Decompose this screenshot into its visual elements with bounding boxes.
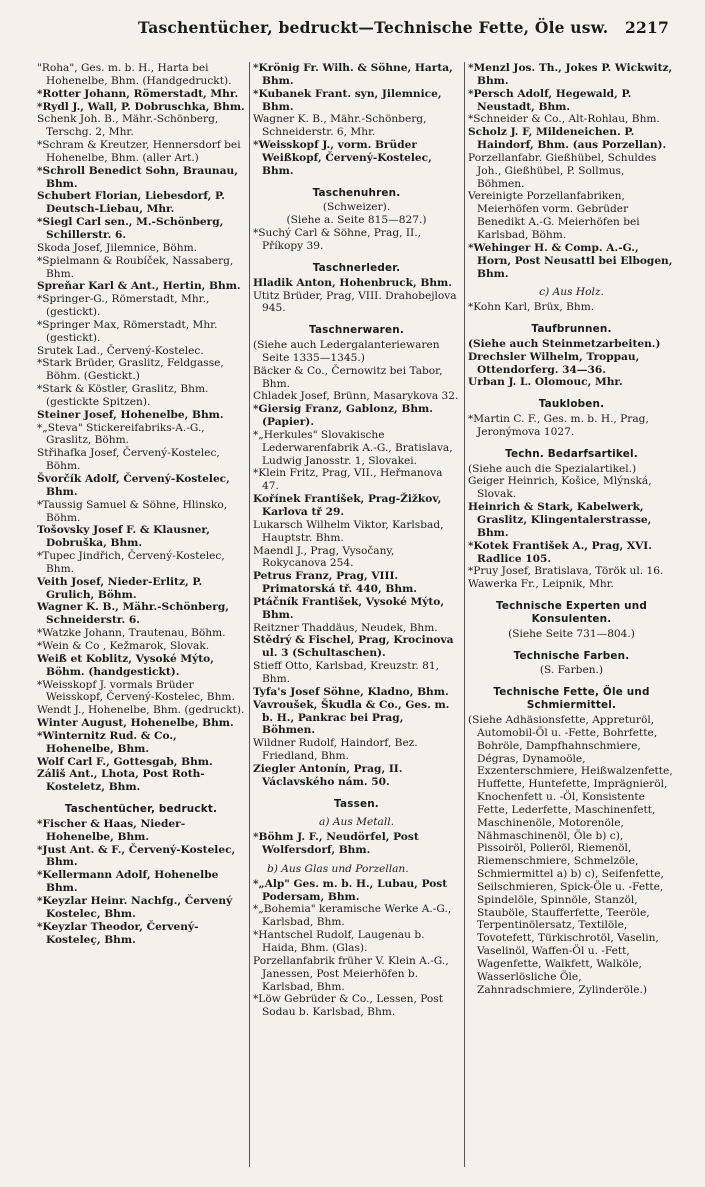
directory-entry: *Wein & Co , Kežmarok, Slovak. <box>37 639 210 652</box>
directory-entry: Geiger Heinrich, Košice, Mlýnská, Slovak. <box>468 475 652 501</box>
subsection-heading: b) Aus Glas und Porzellan. <box>267 862 409 875</box>
subsection-heading: a) Aus Metall. <box>319 816 394 829</box>
directory-entry: *Siegl Carl sen., M.-Schönberg, Schillerstr. 6. <box>37 216 224 241</box>
directory-entry: *Pruy Josef, Bratislava, Török ul. 16. <box>468 565 664 578</box>
directory-entry: Chladek Josef, Brünn, Masarykova 32. <box>253 390 459 403</box>
directory-entry: Schubert Florian, Liebesdorf, P. Deutsch-Liebau, Mhr. <box>37 190 225 216</box>
directory-entry: Wagner K. B., Mähr.-Schönberg, Schneiderstr. 6, Mhr. <box>253 113 427 139</box>
directory-entry: Ptáčník František, Vysoké Mýto, Bhm. <box>253 595 445 621</box>
cross-reference: (Schweizer). <box>322 201 391 214</box>
directory-entry: Vavroušek, Škudla & Co., Ges. m. b. H., Pankrac bei Prag, Böhmen. <box>253 698 450 737</box>
directory-entry: (Siehe auch Ledergalanteriewaren Seite 1335—1345.) <box>253 339 440 364</box>
section-heading: Taschenuhren. <box>312 186 401 199</box>
directory-entry: Porzellanfabr. Gießhübel, Schuldes Joh., Gießhübel, P. Sollmus, Böhmen. <box>468 151 657 190</box>
directory-entry: *Wehinger H. & Comp. A.-G., Horn, Post Neusattl bei Elbogen, Bhm. <box>468 241 673 280</box>
column-2 <box>249 62 464 1167</box>
directory-entry: *Stark Brüder, Graslitz, Feldgasse, Böhm. (Gestickt.) <box>37 357 224 383</box>
section-heading: Technische Farben. <box>513 649 630 662</box>
cross-reference: (Siehe Seite 731—804.) <box>508 627 635 640</box>
directory-entry: Reitzner Thaddäus, Neudek, Bhm. <box>253 621 438 634</box>
directory-entry: Urban J. L. Olomouc, Mhr. <box>468 376 623 389</box>
directory-entry: Weiß et Koblitz, Vysoké Mýto, Böhm. (handgestickt). <box>37 652 214 678</box>
section-heading: Tassen. <box>334 797 379 810</box>
cross-reference: (S. Farben.) <box>539 664 604 677</box>
directory-entry: *Winternitz Rud. & Co., Hohenelbe, Bhm. <box>37 729 177 755</box>
directory-entry: *„Bohemia" keramische Werke A.-G., Karlsbad, Bhm. <box>253 903 452 929</box>
section-heading: Taschentücher, bedruckt. <box>64 803 218 816</box>
directory-entry: Střihafka Josef, Červený-Kostelec, Böhm. <box>37 447 220 473</box>
directory-entry: Srutek Lad., Červený-Kostelec. <box>37 344 204 357</box>
directory-entry: Utitz Brüder, Prag, VIII. Drahobejlova 945. <box>253 289 457 315</box>
directory-entry: *Menzl Jos. Th., Jokes P. Wickwitz, Bhm. <box>468 62 673 87</box>
column-1 <box>34 62 249 1167</box>
directory-entry: Bäcker & Co., Černowitz bei Tabor, Bhm. <box>253 364 443 390</box>
directory-entry: *Weisskopf J. vormals Brüder Weisskopf, Červený-Kostelec, Bhm. <box>37 678 235 704</box>
section-heading: Taukloben. <box>538 398 605 411</box>
directory-entry: *Kotek František A., Prag, XVI. Radlice 105. <box>468 539 652 565</box>
section-heading: Taschnerwaren. <box>309 324 404 337</box>
directory-entry: *Klein Fritz, Prag, VII., Heřmanova 47. <box>253 467 443 493</box>
directory-entry: *Watzke Johann, Trautenau, Böhm. <box>37 627 226 640</box>
directory-entry: Tyfa's Josef Söhne, Kladno, Bhm. <box>253 685 449 698</box>
directory-entry: *„Steva" Stickereifabriks-A.-G., Graslitz, Böhm. <box>37 421 205 447</box>
subsection-heading: c) Aus Holz. <box>539 286 604 299</box>
directory-entry: *Martin C. F., Ges. m. b. H., Prag, Jeronýmova 1027. <box>468 413 649 438</box>
directory-entry: *Böhm J. F., Neudörfel, Post Wolfersdorf, Bhm. <box>253 831 419 857</box>
directory-entry: *Keyzlar Heinr. Nachfg., Červený Kostelec, Bhm. <box>37 895 233 920</box>
directory-entry: *Just Ant. & F., Červený-Kostelec, Bhm. <box>37 843 236 869</box>
directory-entry: Scholz J. F, Mildeneichen. P. Haindorf, Bhm. (aus Porzellan). <box>468 126 667 152</box>
section-heading: Taschnerleder. <box>312 261 401 274</box>
section-heading: Taufbrunnen. <box>531 323 612 336</box>
columns <box>34 62 680 1167</box>
directory-entry: Stieff Otto, Karlsbad, Kreuzstr. 81, Bhm. <box>253 660 439 685</box>
directory-entry: Záliš Ant., Lhota, Post Roth-Kosteletz, Bhm. <box>37 768 205 794</box>
directory-entry: *Kohn Karl, Brüx, Bhm. <box>468 301 595 314</box>
directory-entry: *Suchý Carl & Söhne, Prag, II., Příkopy 39. <box>253 227 421 252</box>
directory-entry: *Hantschel Rudolf, Laugenau b. Haida, Bhm. (Glas). <box>253 929 425 954</box>
directory-entry: Schenk Joh. B., Mähr.-Schönberg, Terschg. 2, Mhr. <box>37 113 219 139</box>
directory-entry: Porzellanfabrik früher V. Klein A.-G., Janessen, Post Meierhöfen b. Karlsbad, Bhm. <box>253 954 449 993</box>
directory-entry: *Tupec Jindřich, Červený-Kostelec, Bhm. <box>37 550 225 575</box>
directory-entry: *Springer-G., Römerstadt, Mhr., (gestickt). <box>37 293 210 319</box>
directory-entry: *Fischer & Haas, Nieder-Hohenelbe, Bhm. <box>37 817 186 843</box>
directory-entry: Wendt J., Hohenelbe, Bhm. (gedruckt). <box>37 704 245 717</box>
directory-entry: (Siehe auch die Spezialartikel.) <box>468 462 637 475</box>
directory-entry: Heinrich & Stark, Kabelwerk, Graslitz, Klingentalerstrasse, Bhm. <box>468 501 652 539</box>
column-3 <box>464 62 679 1167</box>
directory-entry: *Springer Max, Römerstadt, Mhr. (gestickt). <box>37 318 218 344</box>
directory-entry: *Löw Gebrüder & Co., Lessen, Post Sodau b. Karlsbad, Bhm. <box>253 993 443 1019</box>
directory-entry: *„Herkules" Slovakische Lederwarenfabrik A.-G., Bratislava, Ludwig Janosstr. 1, Slovakei. <box>253 428 453 467</box>
directory-entry: Wildner Rudolf, Haindorf, Bez. Friedland, Bhm. <box>253 737 418 763</box>
section-heading: Technische Fette, Öle und Schmiermittel. <box>493 686 650 712</box>
directory-entry: *Giersig Franz, Gablonz, Bhm. (Papier). <box>253 403 433 429</box>
directory-entry: *Kellermann Adolf, Hohenelbe Bhm. <box>37 869 219 895</box>
directory-entry: *Rydl J., Wall, P. Dobruschka, Bhm. <box>37 100 245 113</box>
directory-entry: *Schroll Benedict Sohn, Braunau, Bhm. <box>37 164 238 190</box>
directory-entry: *Krönig Fr. Wilh. & Söhne, Harta, Bhm. <box>253 62 453 87</box>
directory-entry: *„Alp" Ges. m. b. H., Lubau, Post Podersam, Bhm. <box>253 877 448 903</box>
directory-entry: Stědrý & Fischel, Prag, Krocinova ul. 3 (Schultaschen). <box>253 634 454 660</box>
directory-entry: *Persch Adolf, Hegewald, P. Neustadt, Bhm. <box>468 87 632 113</box>
directory-entry: *Kubanek Frant. syn, Jilemnice, Bhm. <box>253 87 442 113</box>
directory-entry: (Siehe auch Steinmetzarbeiten.) <box>468 337 661 350</box>
directory-entry: (Siehe Adhäsionsfette, Appreturöl, Automobil-Öl u. -Fette, Bohrfette, Bohröle, Dampfhahnschmiere, Dégras, Dynamoöle, Exzenterschmiere, Heißwalzenfette, Huffette, Huntefette, Imprägnieröl, Knochenfett u. -Öl, Konsistente Fette, Lederfette, Maschinenfett, Maschinenöle, Motorenöle, Nähmaschinenöl, Öle b) c), Pissoiröl, Polieröl, Riemenöl, Riemenschmiere, Schmelzöle, Schmiermittel a) b) c), Seifenfette, Seilschmieren, Spick-Öle u. -Fette, Spindelöle, Spinnöle, Stanzöl, Stauböle, Staufferfette, Teeröle, Terpentinölersatz, Textilöle, Tovotefett, Türkischrotöl, Vaselin, Vaselinöl, Waffen-Öl u. -Fett, Wagenfette, Walkfett, Walköle, Wasserlösliche Öle, Zahnradschmiere, Zylinderöle.) <box>468 713 673 996</box>
directory-entry: Drechsler Wilhelm, Troppau, Ottendorferg. 34—36. <box>468 350 640 376</box>
directory-entry: *Stark & Köstler, Graslitz, Bhm. (gestickte Spitzen). <box>37 383 209 408</box>
directory-entry: Skoda Josef, Jilemnice, Böhm. <box>37 241 198 254</box>
directory-entry: Wagner K. B., Mähr.-Schönberg, Schneiderstr. 6. <box>37 601 229 627</box>
directory-entry: Wolf Carl F., Gottesgab, Bhm. <box>37 755 213 768</box>
section-heading: Techn. Bedarfsartikel. <box>505 447 638 460</box>
directory-entry: Petrus Franz, Prag, VIII. Primatorská tř. 440, Bhm. <box>253 570 417 596</box>
directory-entry: *Schneider & Co., Alt-Rohlau, Bhm. <box>468 113 660 126</box>
directory-entry: *Taussig Samuel & Söhne, Hlinsko, Böhm. <box>37 498 228 524</box>
directory-entry: Wawerka Fr., Leipnik, Mhr. <box>468 578 614 591</box>
directory-entry: Spreňar Karl & Ant., Hertin, Bhm. <box>37 280 241 293</box>
directory-entry: Lukarsch Wilhelm Viktor, Karlsbad, Hauptstr. Bhm. <box>253 518 444 544</box>
directory-entry: *Keyzlar Theodor, Červený-Kosteleç, Bhm. <box>37 920 199 946</box>
directory-entry: "Roha", Ges. m. b. H., Harta bei Hohenelbe, Bhm. (Handgedruckt). <box>37 62 232 87</box>
directory-entry: *Weisskopf J., vorm. Brüder Weißkopf, Červený-Kostelec, Bhm. <box>253 139 432 177</box>
directory-entry: Winter August, Hohenelbe, Bhm. <box>37 717 234 730</box>
cross-reference: (Siehe a. Seite 815—827.) <box>286 214 427 227</box>
directory-entry: Kořínek František, Prag-Žižkov, Karlova tř 29. <box>253 493 442 518</box>
running-title: Taschentücher, bedruckt—Technische Fette, Öle usw. <box>138 18 609 37</box>
directory-entry: Tošovsky Josef F. & Klausner, Dobruška, Bhm. <box>37 524 210 550</box>
directory-entry: Švorčík Adolf, Červený-Kostelec, Bhm. <box>37 473 230 498</box>
directory-entry: Ziegler Antonín, Prag, II. Václavského nám. 50. <box>253 762 403 788</box>
directory-entry: Hladik Anton, Hohenbruck, Bhm. <box>253 276 452 289</box>
directory-entry: *Spielmann & Roubíček, Nassaberg, Bhm. <box>37 254 234 280</box>
page-header <box>28 18 691 44</box>
directory-entry: *Schram & Kreutzer, Hennersdorf bei Hohenelbe, Bhm. (aller Art.) <box>37 139 241 164</box>
section-heading: Technische Experten und Konsulenten. <box>496 600 647 625</box>
page-number: 2217 <box>625 18 669 37</box>
directory-entry: Vereinigte Porzellanfabriken, Meierhöfen vorm. Gebrüder Benedikt A.-G. Meierhöfen bei Karlsbad, Böhm. <box>468 190 640 241</box>
directory-entry: Veith Josef, Nieder-Erlitz, P. Grulich, Böhm. <box>37 575 203 601</box>
directory-entry: Maendl J., Prag, Vysočany, Rokycanova 254. <box>253 544 395 570</box>
directory-entry: Steiner Josef, Hohenelbe, Bhm. <box>37 408 224 421</box>
directory-entry: *Rotter Johann, Römerstadt, Mhr. <box>37 87 239 100</box>
